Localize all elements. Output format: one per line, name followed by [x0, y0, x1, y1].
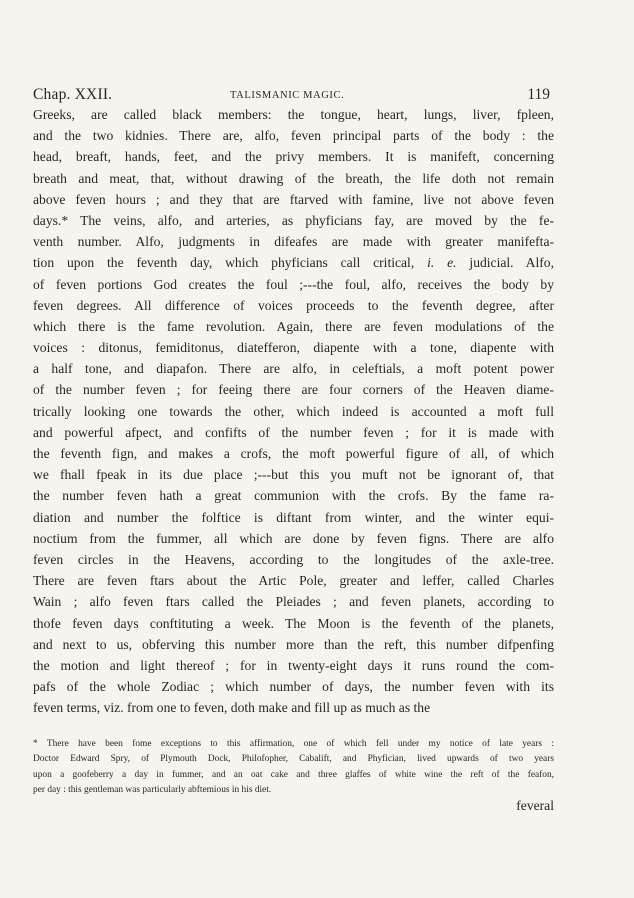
footnote-line: upon a goofeberry a day in fummer, and an oat cake and three glaffes of white wine the reft of the feafon, [33, 769, 554, 780]
text-line: the feventh fign, and makes a crofs, the moft powerful figure of all, of which [33, 446, 554, 461]
text-line: of the number feven ; for feeing there are four corners of the Heaven diame- [33, 382, 554, 398]
text-line: tion upon the feventh day, which phyficians call critical, i. e. judicial. Alfo, [33, 255, 554, 271]
text-line: and next to us, obferving this number more than the reft, this number difpenfing [33, 636, 554, 652]
text-line: days.* The veins, alfo, and arteries, as phyficians fay, are moved by the fe- [33, 212, 554, 228]
text-line: pafs of the whole Zodiac ; which number of days, the number feven with its [33, 679, 554, 695]
text-line: head, breaft, hands, feet, and the privy members. It is manifeft, concerning [33, 149, 554, 165]
catchword: feveral [516, 798, 554, 813]
text-line: breath and meat, that, without drawing of the breath, the life doth not remain [33, 170, 554, 186]
page-number: 119 [527, 86, 550, 103]
text-line: noctium from the fummer, all which are done by feven figns. There are alfo [33, 530, 554, 546]
chapter-heading: Chap. XXII. [33, 86, 113, 103]
text-line: above feven hours ; and they that are ftarved with famine, live not above feven [33, 191, 554, 207]
text-line: voices : ditonus, femiditonus, diatefferon, diapente with a tone, diapente with [33, 340, 554, 356]
text-line: venth number. Alfo, judgments in difeafes are made with greater manifefta- [33, 234, 554, 250]
italic-abbrev: i. e. [427, 255, 457, 271]
text-line: Greeks, are called black members: the tongue, heart, lungs, liver, fpleen, [33, 107, 554, 122]
text-line: feven circles in the Heavens, according to the longitudes of the axle-tree. [33, 551, 554, 567]
text-line: the motion and light thereof ; for in twenty-eight days it runs round the com- [33, 657, 554, 673]
body-text [33, 104, 554, 718]
footnote-line: * There have been fome exceptions to this affirmation, one of which fell under my notice of late years : [33, 739, 554, 749]
text-line: There are feven ftars about the Artic Pole, greater and leffer, called Charles [33, 573, 554, 589]
text-line: and the two kidnies. There are, alfo, feven principal parts of the body : the [33, 128, 554, 144]
footnote-line: per day : this gentleman was particularly abftemious in his diet. [33, 785, 272, 796]
text-line: thofe feven days conftituting a week. The Moon is the feventh of the planets, [33, 615, 554, 631]
text-line: Wain ; alfo feven ftars called the Pleiades ; and feven planets, according to [33, 594, 554, 610]
text-line: feven degrees. All difference of voices proceeds to the feventh degree, after [33, 297, 554, 313]
text-line: a half tone, and diapafon. There are alfo, in celeftials, a moft potent power [33, 361, 554, 377]
text-line: trically looking one towards the other, which indeed is accounted a moft full [33, 403, 554, 419]
text-line: and powerful afpect, and confifts of the number feven ; for it is made with [33, 424, 554, 440]
text-line: we fhall fpeak in its due place ;---but this you muft not be ignorant of, that [33, 467, 554, 483]
text-line: which there is the fame revolution. Again, there are feven modulations of the [33, 318, 554, 334]
footnote-line: Doctor Edward Spry, of Plymouth Dock, Philofopher, Cabalift, and Phyfician, lived upwards of two years [33, 754, 554, 765]
text-line: feven terms, viz. from one to feven, doth make and fill up as much as the [33, 700, 431, 716]
text-line: diation and number the folftice is diftant from winter, and the winter equi- [33, 509, 554, 525]
footnote-block [33, 737, 554, 799]
running-title: TALISMANIC MAGIC. [230, 90, 345, 101]
text-line: the number feven hath a great communion with the crofs. By the fame ra- [33, 488, 554, 504]
text-line: of feven portions God creates the foul ;---the foul, alfo, receives the body by [33, 276, 554, 292]
